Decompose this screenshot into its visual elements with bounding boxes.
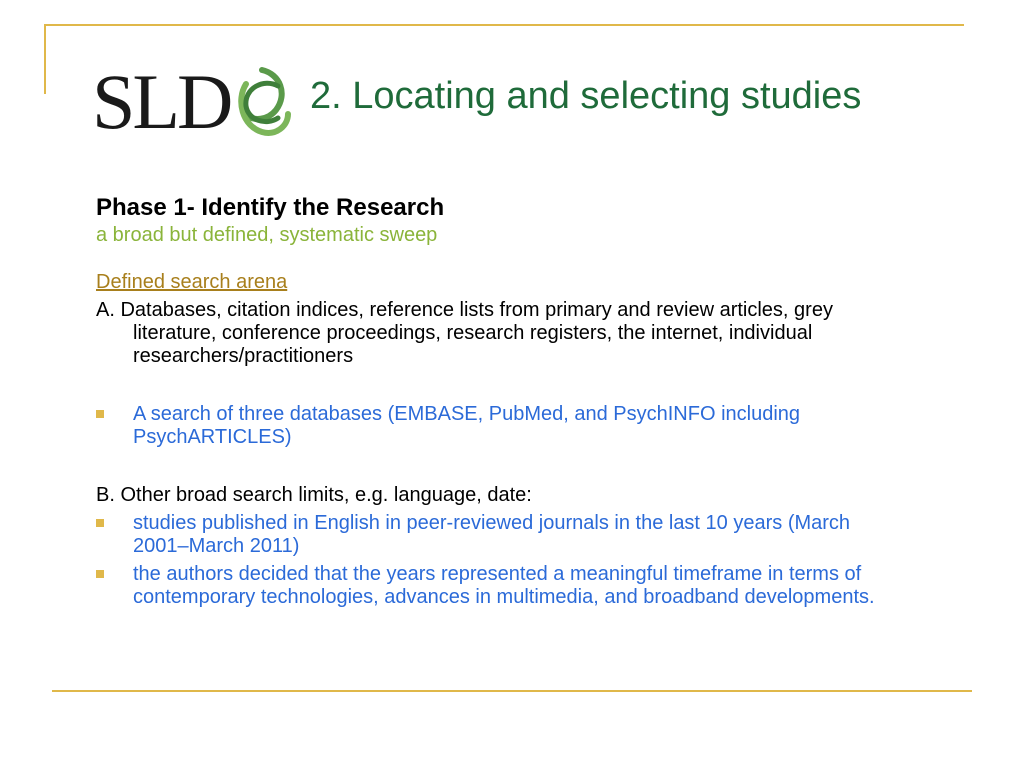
defined-search-arena-link[interactable]: Defined search arena <box>96 271 288 293</box>
frame-left-rule <box>44 24 46 94</box>
item-b-text: B. Other broad search limits, e.g. language, date: <box>96 484 532 506</box>
square-bullet-icon <box>96 410 104 418</box>
bullet-text: studies published in English in peer-reviewed journals in the last 10 years (March 2001–March 2011) <box>133 512 851 557</box>
bullet-text: the authors decided that the years represented a meaningful timeframe in terms of contemporary technologies, advances in multimedia, and broadband developments. <box>133 563 875 608</box>
bullet-item <box>96 512 886 558</box>
square-bullet-icon <box>96 519 104 527</box>
celtic-knot-icon <box>232 64 292 140</box>
frame-top-rule <box>44 24 964 26</box>
phase-subheading: a broad but defined, systematic sweep <box>96 224 438 246</box>
logo-text: SLD <box>92 58 231 145</box>
sld-logo <box>92 60 292 144</box>
item-a-text: A. Databases, citation indices, reference lists from primary and review articles, grey literature, conference proceedings, research registers, the internet, individual researchers/practitioners <box>96 299 833 367</box>
bullet-item <box>96 563 886 609</box>
slide-title: 2. Locating and selecting studies <box>310 75 862 117</box>
frame-bottom-rule <box>52 690 972 692</box>
square-bullet-icon <box>96 570 104 578</box>
phase-heading: Phase 1- Identify the Research <box>96 194 445 221</box>
slide-body <box>96 193 886 609</box>
bullet-text: A search of three databases (EMBASE, PubMed, and PsychINFO including PsychARTICLES) <box>133 403 801 448</box>
bullet-item <box>96 403 886 449</box>
